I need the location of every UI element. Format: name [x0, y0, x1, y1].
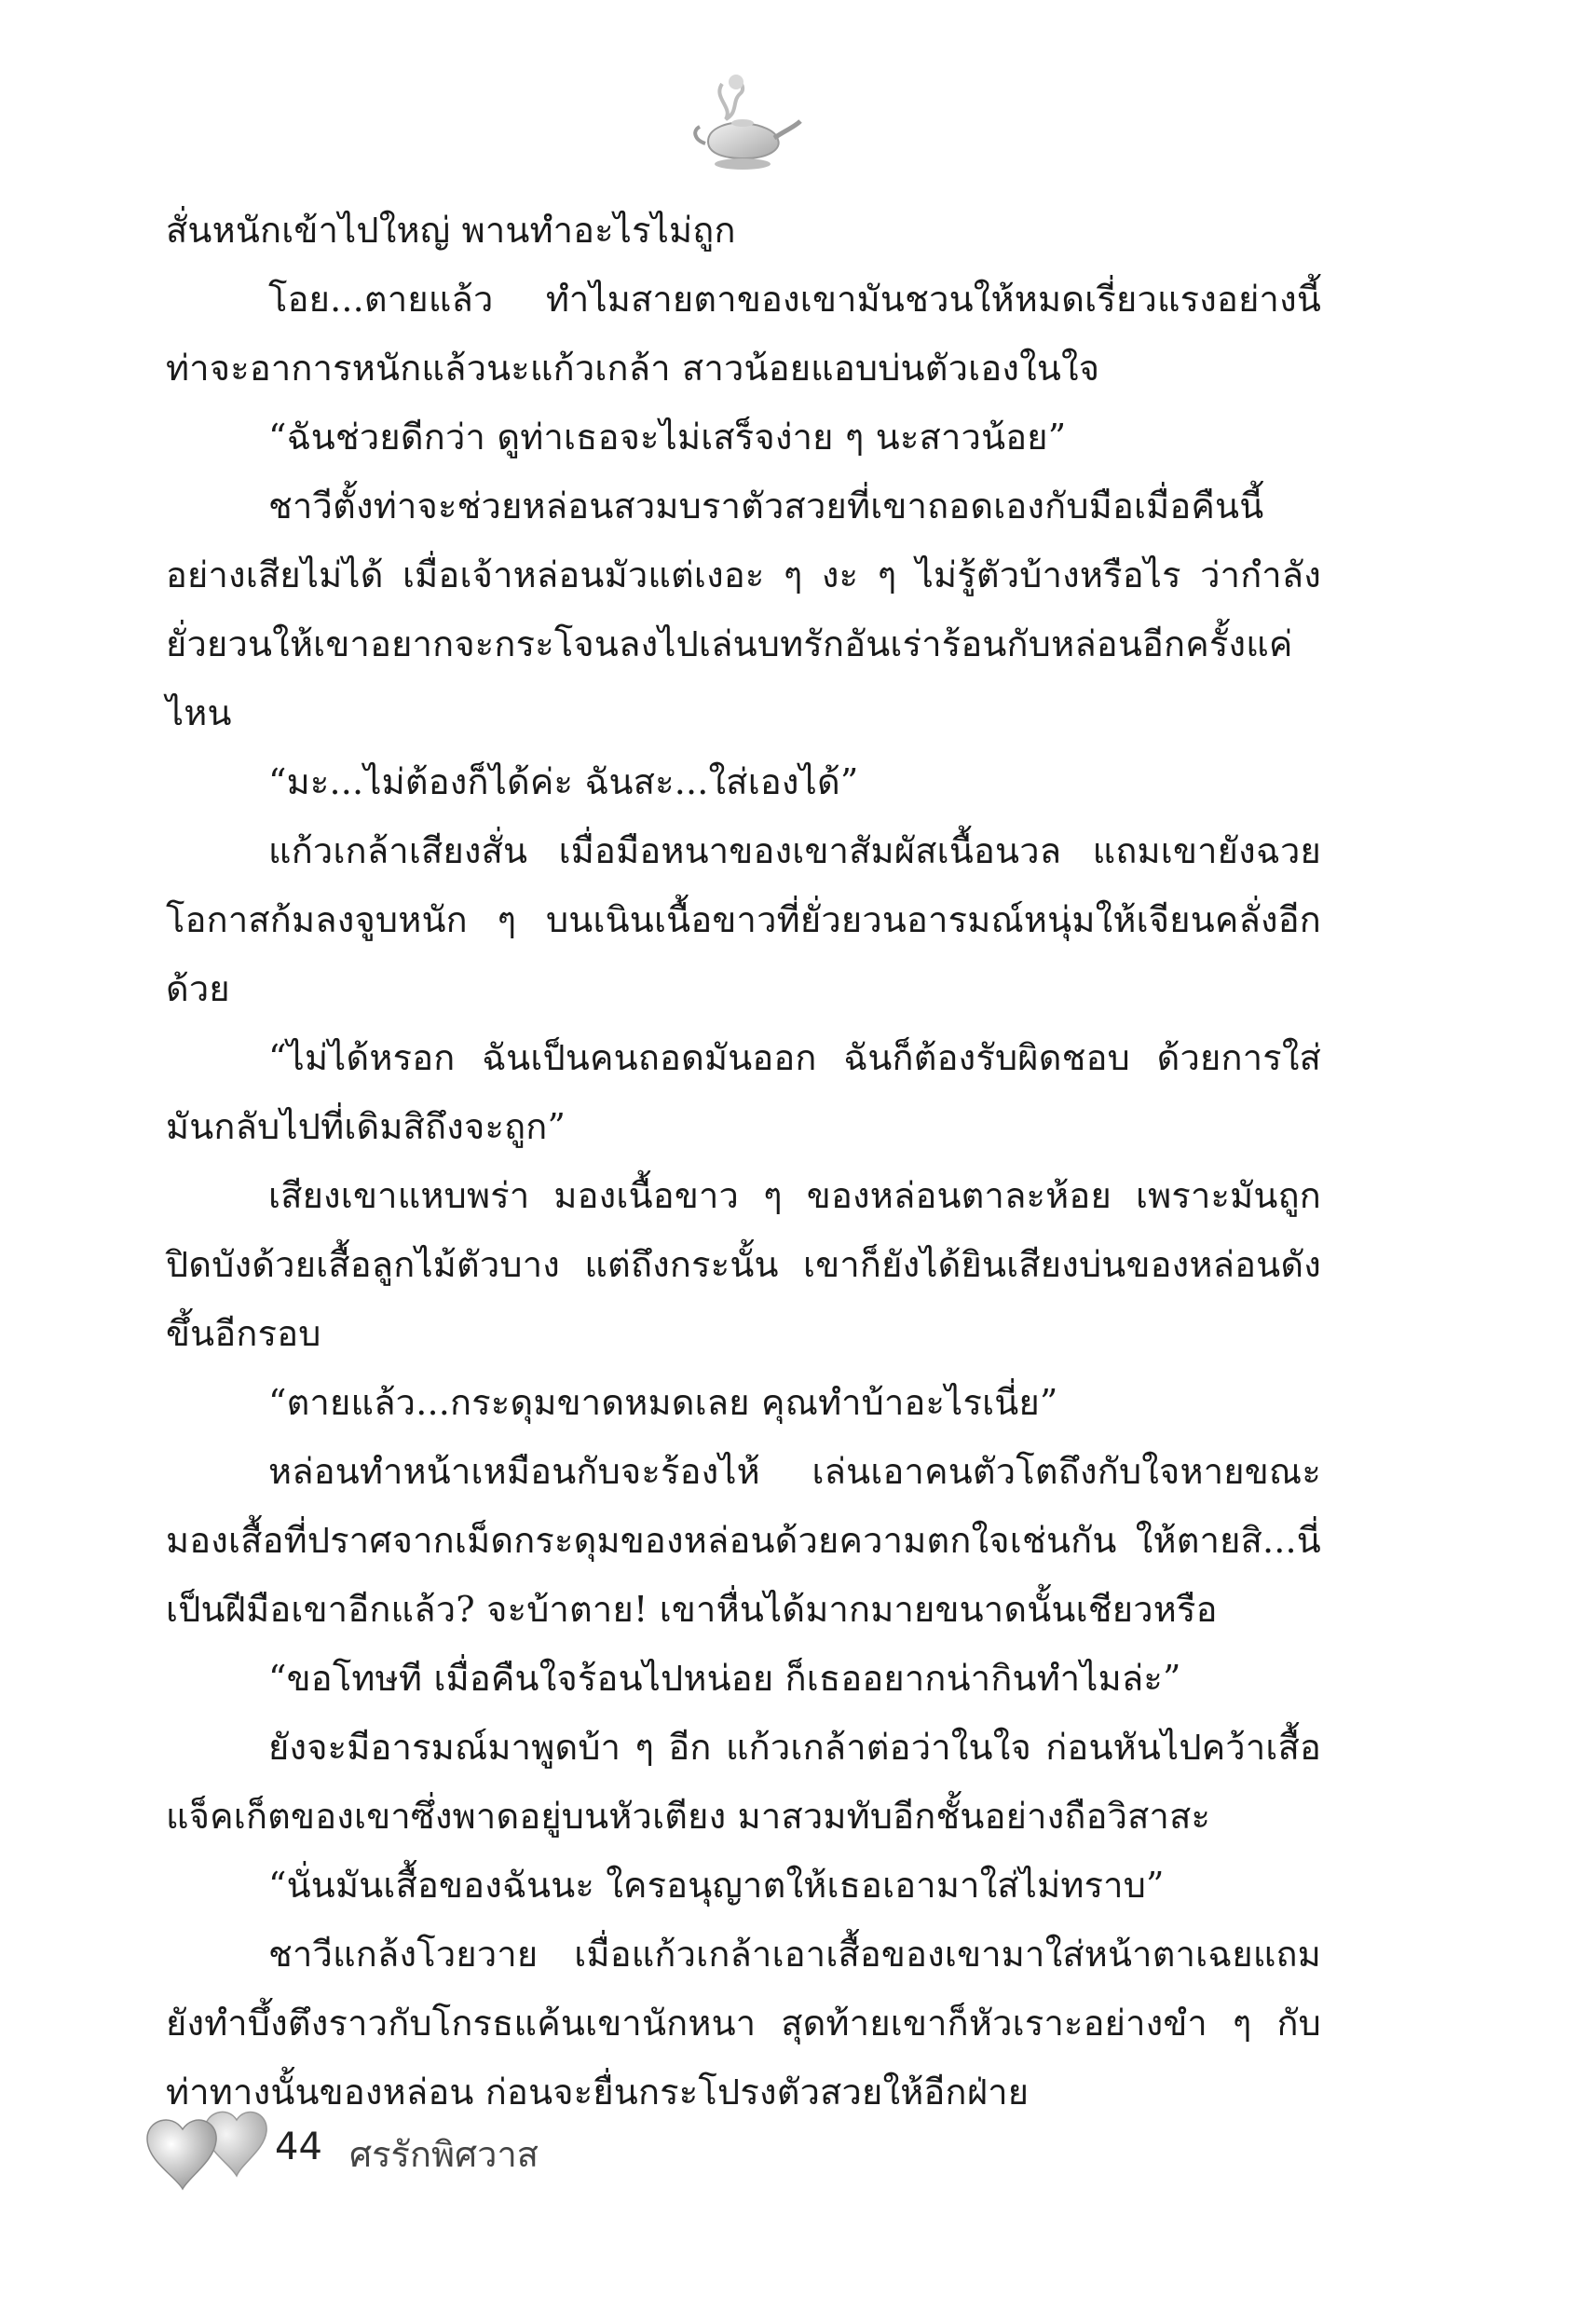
paragraph: โอย...ตายแล้ว ทำไมสายตาของเขามันชวนให้หมดเรี่ยวแรงอย่างนี้ ท่าจะอาการหนักแล้วนะแก้วเกล้า สาวน้อยแอบบ่นตัวเองในใจ: [166, 279, 1321, 389]
paragraph: ชาวีแกล้งโวยวาย เมื่อแก้วเกล้าเอาเสื้อของเขามาใส่หน้าตาเฉยแถมยังทำบึ้งตึงราวกับโกรธแค้นเขานักหนา สุดท้ายเขาก็หัวเราะอย่างขำ ๆ กับท่าทางนั้นของหล่อน ก่อนจะยื่นกระโปรงตัวสวยให้อีกฝ่าย: [166, 1934, 1321, 2113]
paragraph: สั่นหนักเข้าไปใหญ่ พานทำอะไรไม่ถูก: [166, 210, 736, 251]
page-footer: [140, 2092, 699, 2195]
paragraph: “มะ...ไม่ต้องก็ได้ค่ะ ฉันสะ...ใส่เองได้”: [268, 761, 859, 802]
body-text: [166, 196, 1321, 2126]
hearts-icon: [140, 2092, 270, 2195]
paragraph: “ไม่ได้หรอก ฉันเป็นคนถอดมันออก ฉันก็ต้องรับผิดชอบ ด้วยการใส่มันกลับไปที่เดิมสิถึงจะถูก”: [166, 1037, 1321, 1147]
paragraph: “ขอโทษที เมื่อคืนใจร้อนไปหน่อย ก็เธออยากน่ากินทำไมล่ะ”: [268, 1658, 1181, 1699]
paragraph: ชาวีตั้งท่าจะช่วยหล่อนสวมบราตัวสวยที่เขาถอดเองกับมือเมื่อคืนนี้ อย่างเสียไม่ได้ เมื่อเจ้าหล่อนมัวแต่เงอะ ๆ งะ ๆ ไม่รู้ตัวบ้างหรือไร ว่ากำลังยั่วยวนให้เขาอยากจะกระโจนลงไปเล่นบทรักอันเร่าร้อนกับหล่อนอีกครั้งแค่ไหน: [166, 485, 1321, 733]
paragraph: หล่อนทำหน้าเหมือนกับจะร้องไห้ เล่นเอาคนตัวโตถึงกับใจหายขณะมองเสื้อที่ปราศจากเม็ดกระดุมของหล่อนด้วยความตกใจเช่นกัน ให้ตายสิ...นี่เป็นฝีมือเขาอีกแล้ว? จะบ้าตาย! เขาหื่นได้มากมายขนาดนั้นเชียวหรือ: [166, 1451, 1321, 1630]
paragraph: แก้วเกล้าเสียงสั่น เมื่อมือหนาของเขาสัมผัสเนื้อนวล แถมเขายังฉวยโอกาสก้มลงจูบหนัก ๆ บนเนินเนื้อขาวที่ยั่วยวนอารมณ์หนุ่มให้เจียนคลั่งอีกด้วย: [166, 830, 1321, 1009]
paragraph: “ตายแล้ว...กระดุมขาดหมดเลย คุณทำบ้าอะไรเนี่ย”: [268, 1382, 1058, 1423]
paragraph: เสียงเขาแหบพร่า มองเนื้อขาว ๆ ของหล่อนตาละห้อย เพราะมันถูกปิดบังด้วยเสื้อลูกไม้ตัวบาง แต่ถึงกระนั้น เขาก็ยังได้ยินเสียงบ่นของหล่อนดังขึ้นอีกรอบ: [166, 1175, 1321, 1354]
paragraph: “นั่นมันเสื้อของฉันนะ ใครอนุญาตให้เธอเอามาใส่ไม่ทราบ”: [268, 1865, 1165, 1906]
page-number: 44: [275, 2126, 322, 2168]
paragraph: “ฉันช่วยดีกว่า ดูท่าเธอจะไม่เสร็จง่าย ๆ นะสาวน้อย”: [268, 417, 1067, 458]
genie-lamp-icon: [685, 65, 806, 186]
paragraph: ยังจะมีอารมณ์มาพูดบ้า ๆ อีก แก้วเกล้าต่อว่าในใจ ก่อนหันไปคว้าเสื้อแจ็คเก็ตของเขาซึ่งพาดอยู่บนหัวเตียง มาสวมทับอีกชั้นอย่างถือวิสาสะ: [166, 1727, 1321, 1837]
book-title: ศรรักพิศวาส: [349, 2134, 539, 2175]
